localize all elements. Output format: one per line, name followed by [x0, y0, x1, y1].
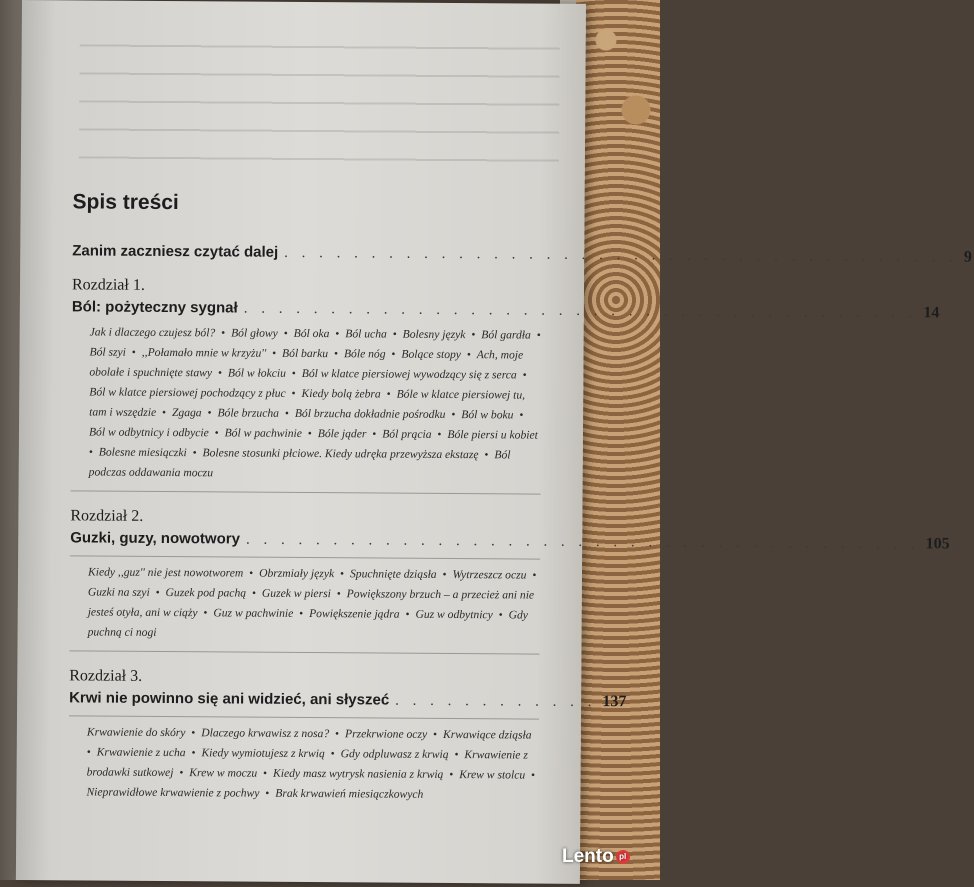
chapter-title: Guzki, guzy, nowotwory	[70, 529, 241, 548]
topic-item: Kiedy masz wytrysk nasienia z krwią	[272, 766, 444, 781]
topic-item: Krwawienie z ucha	[96, 745, 186, 760]
chapter-page: 14	[923, 304, 940, 322]
chapter-title-entry	[69, 689, 627, 711]
bullet-separator: •	[481, 448, 492, 462]
topic-item: Brak krwawień miesiączkowych	[275, 786, 424, 801]
toc-title: Spis treści	[72, 190, 179, 215]
bullet-separator: •	[468, 328, 479, 342]
topic-item: Ból brzucha dokładnie pośrodku	[294, 406, 446, 421]
topic-item: Bolesne stosunki płciowe. Kiedy udręka przewyższa ekstazę	[202, 446, 479, 462]
topic-item: Dlaczego krwawisz z nosa?	[201, 726, 330, 741]
bullet-separator: •	[332, 727, 343, 741]
topic-item: Bóle piersi u kobiet	[447, 427, 538, 442]
leader-dots: . . . . . . . . . . . .	[395, 692, 597, 711]
topic-item: Krwawienie z brodawki sutkowej	[86, 748, 528, 780]
topic-item: Ból w odbytnicy i odbycie	[88, 425, 209, 440]
bullet-separator: •	[516, 408, 524, 422]
topic-item: Bolesny język	[402, 327, 466, 342]
bullet-separator: •	[204, 406, 215, 420]
bullet-separator: •	[383, 387, 394, 401]
topic-item: Ból w boku	[461, 408, 514, 422]
bullet-separator: •	[528, 768, 536, 782]
topic-item: Guzki na szyi	[87, 585, 150, 599]
topic-item: Zgaga	[171, 406, 202, 420]
bleed-through-text	[79, 30, 560, 163]
bullet-separator: •	[533, 328, 541, 342]
bullet-separator: •	[260, 766, 271, 780]
topic-item: Krew w moczu	[189, 766, 258, 780]
topic-item: Ból w klatce piersiowej pochodzący z płuc	[89, 385, 286, 400]
topic-item: Bolesne miesiączki	[98, 445, 187, 460]
leader-dots: . . . . . . . . . . . . . . . . . . . . . . . . . . . . . . . . . . . . . . .	[284, 244, 958, 266]
bullet-separator: •	[389, 327, 400, 341]
bullet-separator: •	[246, 566, 257, 580]
topic-item: Ból gardła	[481, 328, 531, 342]
bullet-separator: •	[439, 567, 450, 581]
topic-item: Bóle brzucha	[217, 406, 280, 420]
topic-item: Ból prącia	[382, 427, 432, 441]
bullet-separator: •	[188, 746, 199, 760]
bullet-separator: •	[288, 366, 299, 380]
divider	[71, 490, 541, 494]
topic-item: Ból w łokciu	[227, 366, 286, 380]
watermark-text: Lento	[562, 846, 614, 867]
bullet-separator: •	[337, 567, 348, 581]
chapter-title-entry	[71, 298, 940, 322]
watermark-badge: pl	[616, 850, 630, 864]
topic-item: Bóle w klatce piersiowej tu, tam i wszędzie	[89, 387, 526, 419]
chapter-title: Ból: pożyteczny sygnał	[71, 298, 238, 317]
chapter-label: Rozdział 3.	[69, 667, 143, 685]
chapter-label: Rozdział 2.	[70, 507, 144, 525]
toc-intro-page: 9	[963, 248, 972, 266]
topic-item: Kiedy ,,guz'' nie jest nowotworem	[87, 565, 244, 580]
topic-item: Kiedy bolą żebra	[301, 386, 381, 401]
bullet-separator: •	[332, 327, 343, 341]
topic-item: Bolące stopy	[401, 347, 462, 362]
bullet-separator: •	[463, 348, 474, 362]
chapter-title: Krwi nie powinno się ani widzieć, ani słyszeć	[69, 689, 390, 709]
bullet-separator: •	[304, 426, 315, 441]
chapter-topics	[68, 722, 539, 805]
bullet-separator: •	[448, 407, 459, 422]
bullet-separator: •	[262, 786, 273, 800]
topic-item: Przekrwione oczy	[344, 727, 428, 741]
bullet-separator: •	[218, 326, 229, 340]
bullet-separator: •	[434, 427, 445, 441]
bullet-separator: •	[211, 426, 222, 440]
topic-item: Krwawienie do skóry	[86, 725, 186, 740]
chapter-topics	[70, 562, 541, 645]
chapter-title-entry	[70, 529, 950, 553]
bullet-separator: •	[333, 587, 344, 601]
divider	[69, 715, 539, 719]
bullet-separator: •	[200, 606, 211, 620]
bullet-separator: •	[188, 726, 199, 740]
topic-item: Krew w stolcu	[459, 768, 526, 782]
bullet-separator: •	[86, 745, 94, 759]
chapter-page: 137	[602, 693, 627, 711]
topic-item: Obrzmiały język	[259, 566, 335, 581]
bullet-separator: •	[176, 766, 187, 780]
topic-item: Ból szyi	[89, 345, 126, 359]
topic-item: Guzek pod pachą	[165, 586, 247, 600]
topic-item: Wytrzeszcz oczu	[452, 568, 527, 582]
divider	[69, 650, 539, 654]
bullet-separator: •	[159, 405, 170, 420]
topic-item: Krwawiące dziąsła	[442, 727, 532, 742]
topic-item: Nieprawidłowe krwawienie z pochwy	[86, 785, 260, 800]
table-of-contents	[68, 190, 972, 805]
bullet-separator: •	[281, 406, 292, 420]
bullet-separator: •	[495, 608, 506, 622]
topic-item: Powiększenie jądra	[309, 607, 400, 621]
bullet-separator: •	[529, 568, 537, 582]
bullet-separator: •	[215, 366, 225, 380]
bullet-separator: •	[430, 727, 441, 741]
topic-item: Powiększony brzuch – a przecież ani nie jesteś otyła, ani w ciąży	[87, 587, 535, 620]
topic-item: Ból ucha	[345, 327, 387, 341]
bullet-separator: •	[369, 427, 380, 441]
topic-item: Kiedy wymiotujesz z krwią	[201, 746, 325, 761]
topic-item: Ból podczas oddawania moczu	[88, 448, 511, 480]
topic-item: Bóle jąder	[317, 427, 367, 441]
topic-item: Ból w pachwinie	[224, 426, 302, 440]
bullet-separator: •	[269, 346, 280, 360]
topic-item: Gdy puchną ci nogi	[87, 608, 528, 639]
topic-item: Ból głowy	[231, 326, 278, 340]
topic-item: Bóle nóg	[343, 347, 386, 361]
bullet-separator: •	[296, 606, 307, 620]
topic-item: Jak i dlaczego czujesz ból?	[89, 325, 216, 340]
bullet-separator: •	[446, 767, 457, 782]
chapter-topics	[71, 322, 542, 485]
topic-item: Gdy odpluwasz z krwią	[340, 747, 449, 761]
topic-item: Guz w pachwinie	[213, 606, 294, 620]
chapter-page: 105	[925, 535, 950, 553]
leader-dots: . . . . . . . . . . . . . . . . . . . . . . . . . . . . . . . . . . . . . . .	[243, 300, 918, 322]
bullet-separator: •	[128, 345, 139, 359]
bullet-separator: •	[388, 347, 399, 361]
bullet-separator: •	[88, 445, 96, 459]
bullet-separator: •	[451, 748, 462, 762]
topic-item: ,,Połamało mnie w krzyżu''	[141, 345, 267, 360]
divider	[70, 555, 540, 559]
lento-watermark	[562, 846, 630, 868]
bullet-separator: •	[402, 607, 413, 621]
bullet-separator: •	[189, 446, 200, 460]
leader-dots: . . . . . . . . . . . . . . . . . . . . . . . . . . . . . . . . . . . . . . .	[245, 531, 920, 553]
bullet-separator: •	[331, 347, 342, 361]
chapter-label: Rozdział 1.	[71, 276, 145, 294]
toc-intro-entry	[72, 242, 972, 266]
bullet-separator: •	[327, 747, 338, 761]
topic-item: Ból oka	[293, 326, 330, 341]
topic-item: Guz w odbytnicy	[415, 607, 493, 622]
lace-tablecloth	[576, 0, 660, 880]
bullet-separator: •	[519, 368, 527, 382]
toc-intro-label: Zanim zaczniesz czytać dalej	[72, 242, 279, 261]
topic-item: Guzek w piersi	[261, 586, 331, 601]
bullet-separator: •	[280, 326, 291, 340]
topic-item: Spuchnięte dziąsła	[349, 567, 437, 581]
topic-item: Ból barku	[282, 346, 329, 361]
bullet-separator: •	[152, 585, 163, 599]
topic-item: Ból w klatce piersiowej wywodzący się z serca	[301, 366, 517, 382]
topic-item: Ach, moje obolałe i spuchnięte stawy	[89, 348, 524, 380]
bullet-separator: •	[288, 386, 299, 400]
bullet-separator: •	[249, 586, 259, 600]
